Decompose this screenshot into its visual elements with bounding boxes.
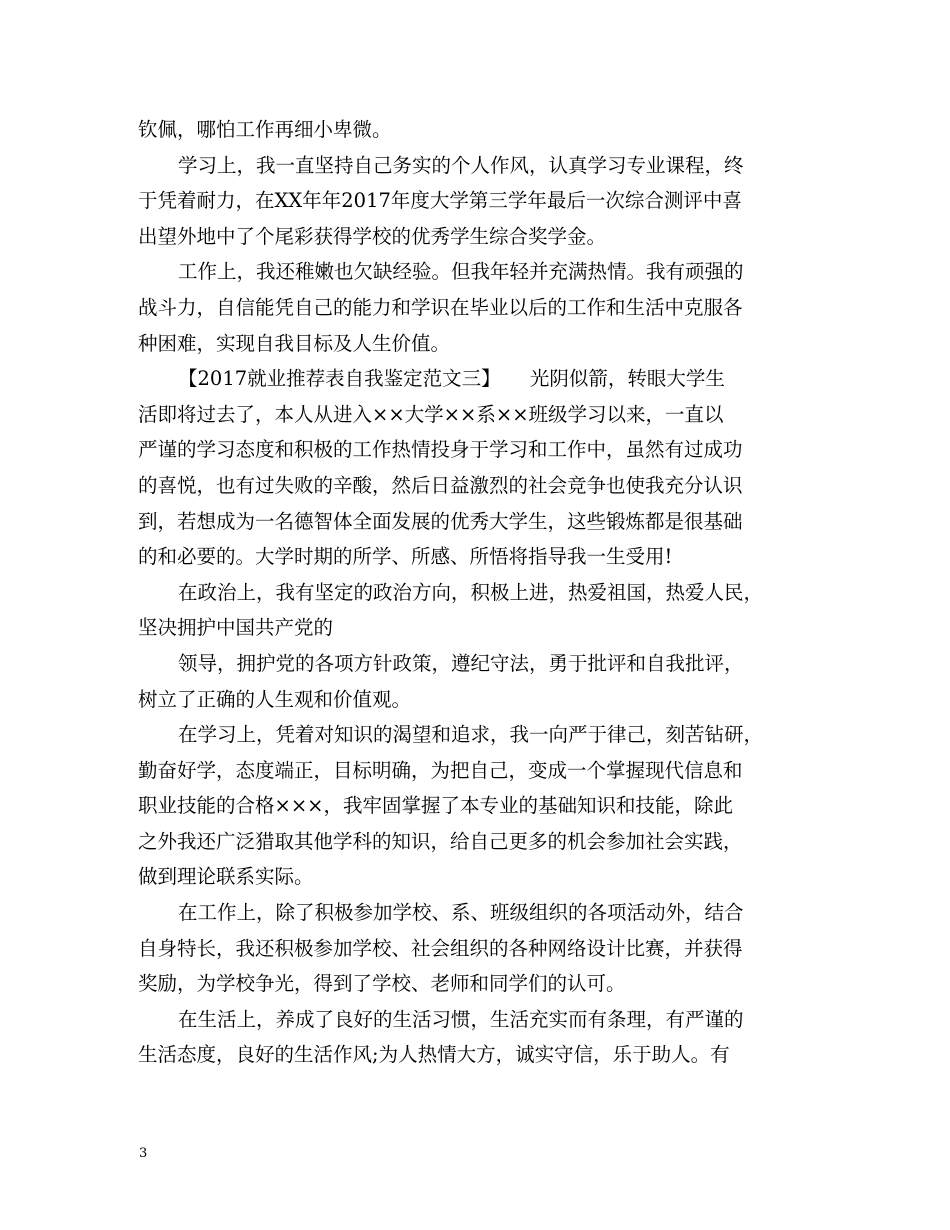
text-line: 在政治上，我有坚定的政治方向，积极上进，热爱祖国，热爱人民， (178, 580, 764, 604)
text-line: 做到理论联系实际。 (138, 865, 314, 889)
text-line: 工作上，我还稚嫩也欠缺经验。但我年轻并充满热情。我有顽强的 (178, 260, 744, 284)
text-line: 在工作上，除了积极参加学校、系、班级组织的各项活动外，结合 (178, 901, 744, 925)
page-number: 3 (139, 1146, 148, 1161)
text-line: 坚决拥护中国共产党的 (138, 616, 334, 640)
text-line: 活即将过去了，本人从进入××大学××系××班级学习以来，一直以 (138, 402, 724, 426)
text-line: 【2017就业推荐表自我鉴定范文三】 光阴似箭，转眼大学生 (178, 367, 725, 391)
text-line: 到，若想成为一名德智体全面发展的优秀大学生，这些锻炼都是很基础 (138, 509, 743, 533)
text-line: 学习上，我一直坚持自己务实的个人作风，认真学习专业课程，终 (178, 153, 744, 177)
text-line: 职业技能的合格×××，我牢固掌握了本专业的基础知识和技能，除此 (138, 794, 734, 818)
text-line: 种困难，实现自我目标及人生价值。 (138, 331, 451, 355)
text-line: 在学习上，凭着对知识的渴望和追求，我一向严于律己，刻苦钻研， (178, 723, 764, 747)
document-body (138, 112, 828, 1073)
text-line: 生活态度，良好的生活作风;为人热情大方，诚实守信，乐于助人。有 (138, 1043, 730, 1067)
text-line: 的喜悦，也有过失败的辛酸，然后日益激烈的社会竞争也使我充分认识 (138, 473, 743, 497)
text-line: 之外我还广泛猎取其他学科的知识，给自己更多的机会参加社会实践， (138, 829, 743, 853)
text-line: 领导，拥护党的各项方针政策，遵纪守法，勇于批评和自我批评， (178, 651, 744, 675)
text-line: 自身特长，我还积极参加学校、社会组织的各种网络设计比赛，并获得 (138, 936, 743, 960)
text-line: 出望外地中了个尾彩获得学校的优秀学生综合奖学金。 (138, 224, 607, 248)
text-line: 奖励，为学校争光，得到了学校、老师和同学们的认可。 (138, 972, 626, 996)
text-line: 树立了正确的人生观和价值观。 (138, 687, 412, 711)
text-line: 在生活上，养成了良好的生活习惯，生活充实而有条理，有严谨的 (178, 1007, 744, 1031)
text-line: 勤奋好学，态度端正，目标明确，为把自己，变成一个掌握现代信息和 (138, 758, 743, 782)
text-line: 严谨的学习态度和积极的工作热情投身于学习和工作中，虽然有过成功 (138, 438, 743, 462)
text-line: 钦佩，哪怕工作再细小卑微。 (138, 118, 392, 141)
text-line: 于凭着耐力，在XX年年2017年度大学第三学年最后一次综合测评中喜 (138, 189, 742, 213)
text-line: 战斗力，自信能凭自己的能力和学识在毕业以后的工作和生活中克服各 (138, 295, 743, 319)
text-line: 的和必要的。大学时期的所学、所感、所悟将指导我一生受用! (138, 545, 673, 569)
